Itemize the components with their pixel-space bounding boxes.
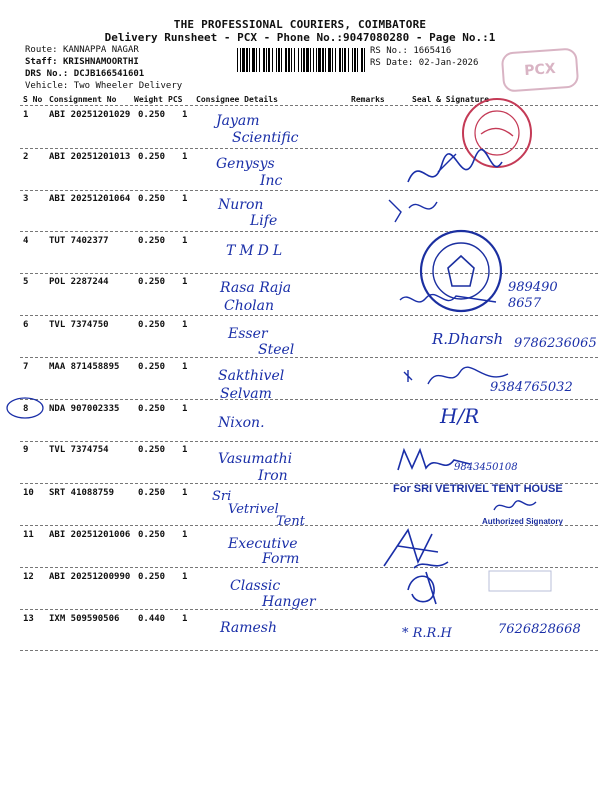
rs-no-label: RS No.: [370, 46, 408, 56]
row-sno: 12 [23, 572, 34, 582]
row-pcs: 1 [182, 614, 188, 624]
row-consignment: ABI 20251201064 [49, 194, 131, 204]
row-sno: 10 [23, 488, 34, 498]
consignee-handwritten: Iron [258, 468, 288, 484]
row-rule [20, 441, 598, 442]
signature-scribble [490, 496, 540, 516]
row-consignment: ABI 20251201006 [49, 530, 131, 540]
barcode-bar [252, 48, 255, 72]
row-pcs: 1 [182, 110, 188, 120]
barcode-bar [266, 48, 267, 72]
staff-line [25, 57, 139, 67]
row13-phone-handwritten: 7626828668 [498, 622, 581, 637]
row-pcs: 1 [182, 236, 188, 246]
consignee-handwritten: Steel [258, 342, 295, 358]
consignee-handwritten: Hanger [262, 594, 316, 610]
consignee-handwritten: Rasa Raja [220, 280, 292, 296]
consignee-handwritten: Vetrivel [228, 502, 279, 517]
row-weight: 0.250 [138, 530, 166, 540]
consignee-handwritten: Selvam [220, 386, 272, 402]
row-pcs: 1 [182, 152, 188, 162]
barcode-bar [342, 48, 343, 72]
route-label: Route: [25, 45, 58, 55]
barcode-bar [335, 48, 336, 72]
authorized-signatory-label: Authorized Signatory [482, 517, 563, 526]
barcode-bar [303, 48, 305, 72]
consignee-handwritten: Esser [228, 326, 268, 342]
barcode-bar [301, 48, 302, 72]
company-title: THE PROFESSIONAL COURIERS, COIMBATORE [173, 18, 427, 31]
faded-stamp [488, 570, 552, 592]
barcode-bar [294, 48, 295, 72]
row-sno: 9 [23, 445, 29, 455]
consignee-handwritten: Sakthivel [218, 368, 285, 384]
row-rule [20, 190, 598, 191]
barcode [237, 48, 365, 72]
barcode-bar [332, 48, 333, 72]
row-weight: 0.250 [138, 445, 166, 455]
barcode-bar [276, 48, 277, 72]
row-sno: 6 [23, 320, 29, 330]
rs-date-label: RS Date: [370, 58, 414, 68]
staff-value: KRISHNAMOORTHI [62, 57, 139, 67]
row-pcs: 1 [182, 572, 188, 582]
col-remarks: Remarks [351, 95, 385, 104]
rs-no-value: 1665416 [413, 46, 452, 56]
row-consignment: TVL 7374754 [49, 445, 109, 455]
consignee-handwritten: Genysys [216, 156, 275, 172]
row-consignment: NDA 907002335 [49, 404, 120, 414]
pcx-stamp: PCX [501, 47, 580, 92]
barcode-bar [339, 48, 341, 72]
barcode-bar [256, 48, 257, 72]
consignee-handwritten: Nixon. [218, 415, 265, 431]
barcode-bar [348, 48, 349, 72]
col-consignment: Consignment No [49, 95, 117, 104]
consignee-handwritten: Jayam [216, 113, 260, 129]
barcode-bar [352, 48, 353, 72]
row-pcs: 1 [182, 488, 188, 498]
row-consignment: TVL 7374750 [49, 320, 109, 330]
row-weight: 0.250 [138, 572, 166, 582]
barcode-bar [316, 48, 317, 72]
row8-signature: H/R [440, 404, 480, 428]
row6-phone-handwritten: 9786236065 [514, 336, 597, 351]
barcode-bar [268, 48, 270, 72]
consignee-handwritten: Form [262, 551, 300, 567]
row-rule [20, 315, 598, 316]
row9-phone-handwritten: 9843450108 [454, 462, 518, 473]
signature-scribble [396, 286, 506, 316]
barcode-bar [325, 48, 326, 72]
consignee-handwritten: Executive [228, 536, 298, 552]
row-weight: 0.250 [138, 194, 166, 204]
barcode-bar [240, 48, 241, 72]
row-weight: 0.440 [138, 614, 166, 624]
row-weight: 0.250 [138, 236, 166, 246]
row-consignment: MAA 871458895 [49, 362, 120, 372]
row-sno: 13 [23, 614, 34, 624]
col-sno: S No [23, 95, 43, 104]
consignee-handwritten: Vasumathi [218, 451, 293, 467]
vehicle-line [25, 81, 182, 91]
rs-date-value: 02-Jan-2026 [418, 58, 479, 68]
row-weight: 0.250 [138, 320, 166, 330]
row-pcs: 1 [182, 362, 188, 372]
drs-label: DRS No.: [25, 69, 69, 79]
row-sno: 5 [23, 277, 29, 287]
row13-signature: * R.R.H [402, 626, 452, 641]
row-weight: 0.250 [138, 362, 166, 372]
vehicle-label: Vehicle: [25, 81, 69, 91]
barcode-bar [249, 48, 250, 72]
barcode-bar [357, 48, 358, 72]
row-rule [20, 399, 598, 400]
row-rule [20, 357, 598, 358]
barcode-bar [291, 48, 292, 72]
drs-line [25, 69, 144, 79]
row-sno: 2 [23, 152, 29, 162]
row-pcs: 1 [182, 277, 188, 287]
vehicle-value: Two Wheeler Delivery [73, 81, 183, 91]
row-rule [20, 273, 598, 274]
tent-house-stamp: For SRI VETRIVEL TENT HOUSE [393, 483, 563, 495]
row-sno: 11 [23, 530, 34, 540]
row7-phone-handwritten: 9384765032 [490, 380, 573, 395]
rs-block [370, 46, 478, 68]
consignee-handwritten: Scientific [232, 130, 299, 146]
consignee-handwritten: Inc [260, 173, 283, 189]
row5-phone-handwritten: 989490 8657 [508, 280, 558, 311]
consignee-handwritten: Nuron [218, 197, 264, 213]
row-consignment: TUT 7402377 [49, 236, 109, 246]
runsheet-subtitle: Delivery Runsheet - PCX - Phone No.:9047080280 - Page No.:1 [104, 31, 496, 44]
consignee-handwritten: Classic [230, 578, 281, 594]
barcode-bar [246, 48, 248, 72]
signature-scribble [402, 566, 448, 612]
row-weight: 0.250 [138, 488, 166, 498]
barcode-bar [306, 48, 309, 72]
consignee-handwritten: Ramesh [220, 620, 277, 636]
row-rule [20, 650, 598, 651]
row-weight: 0.250 [138, 152, 166, 162]
row-rule [20, 567, 598, 568]
row-consignment: IXM 509590506 [49, 614, 120, 624]
barcode-bar [354, 48, 356, 72]
consignee-handwritten: Tent [276, 514, 305, 529]
consignee-handwritten: TMDL [226, 243, 287, 259]
consignee-handwritten: Cholan [224, 298, 274, 314]
row-sno: 7 [23, 362, 29, 372]
barcode-bar [281, 48, 282, 72]
col-pcs: PCS [168, 95, 183, 104]
row-sno: 1 [23, 110, 29, 120]
row-rule [20, 231, 598, 232]
barcode-bar [344, 48, 346, 72]
row-weight: 0.250 [138, 110, 166, 120]
barcode-bar [272, 48, 273, 72]
route-line [25, 45, 139, 55]
row-pcs: 1 [182, 445, 188, 455]
barcode-bar [361, 48, 363, 72]
barcode-bar [313, 48, 314, 72]
barcode-bar [322, 48, 324, 72]
row6-signature-name: R.Dharsh [432, 330, 504, 348]
row-sno: 4 [23, 236, 29, 246]
barcode-bar [298, 48, 299, 72]
row-pcs: 1 [182, 404, 188, 414]
barcode-bar [242, 48, 245, 72]
barcode-bar [278, 48, 280, 72]
barcode-bar [288, 48, 290, 72]
barcode-bar [318, 48, 321, 72]
row-consignment: ABI 20251201013 [49, 152, 131, 162]
barcode-bar [259, 48, 260, 72]
row-consignment: ABI 20251201029 [49, 110, 131, 120]
rs-no-line [370, 46, 478, 56]
row-sno: 8 [23, 404, 29, 414]
barcode-bar [310, 48, 311, 72]
row-consignment: POL 2287244 [49, 277, 109, 287]
rs-date-line [370, 58, 478, 68]
barcode-bar [328, 48, 331, 72]
col-consignee: Consignee Details [196, 95, 278, 104]
row-pcs: 1 [182, 530, 188, 540]
row-sno: 3 [23, 194, 29, 204]
consignee-handwritten: Life [250, 213, 278, 229]
col-weight: Weight [134, 95, 163, 104]
row-weight: 0.250 [138, 404, 166, 414]
barcode-bar [285, 48, 287, 72]
consignee-handwritten: Sri [212, 489, 232, 504]
row-pcs: 1 [182, 194, 188, 204]
col-seal-signature: Seal & Signature [412, 95, 490, 104]
staff-label: Staff: [25, 57, 58, 67]
route-value: KANNAPPA NAGAR [62, 45, 139, 55]
row-rule [20, 609, 598, 610]
row-weight: 0.250 [138, 277, 166, 287]
drs-value: DCJB166541601 [73, 69, 145, 79]
barcode-bar [263, 48, 265, 72]
row-consignment: ABI 20251200990 [49, 572, 131, 582]
row-pcs: 1 [182, 320, 188, 330]
row-consignment: SRT 41088759 [49, 488, 115, 498]
barcode-bar [364, 48, 365, 72]
barcode-bar [237, 48, 238, 72]
